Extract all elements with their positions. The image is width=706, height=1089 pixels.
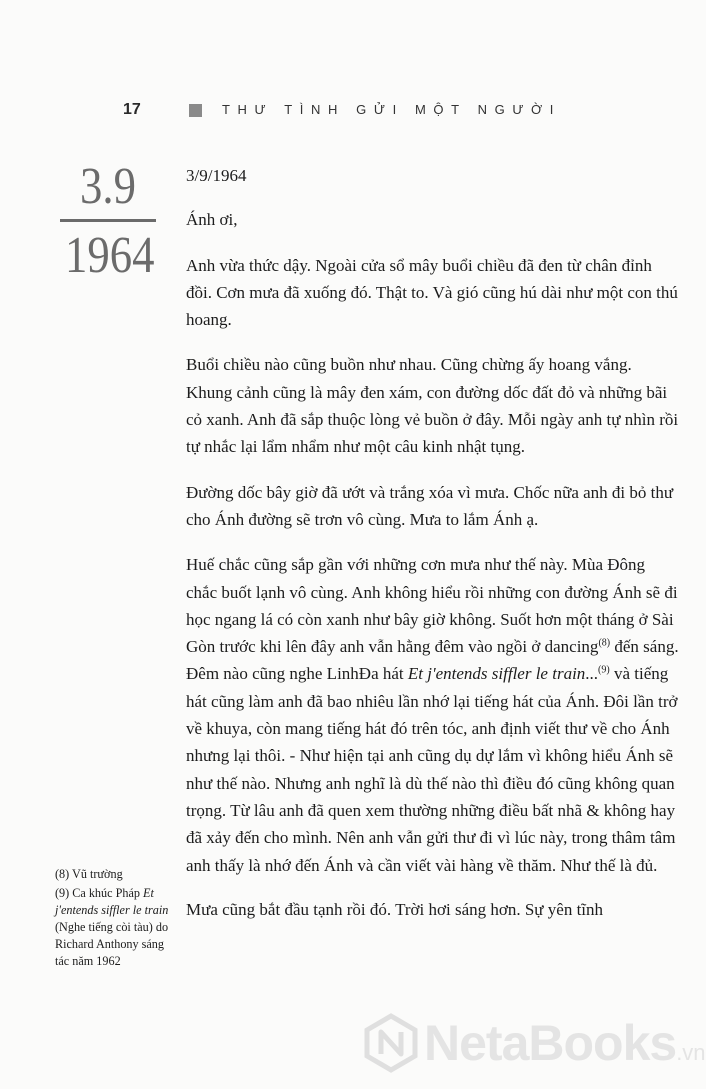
footnote-9 [55, 885, 175, 970]
paragraph-1: Anh vừa thức dậy. Ngoài cửa sổ mây buổi chiều đã đen từ chân đỉnh đồi. Cơn mưa đã xuống đó. Thật to. Và gió cũng hú dài như một con thú hoang. [186, 255, 678, 330]
header-square-ornament [189, 104, 202, 117]
watermark-brand: NetaBooks [424, 1015, 677, 1071]
paragraph-4-part-b: đến sáng. Đêm nào cũng nghe LinhĐa hát [186, 637, 679, 684]
netabooks-logo-icon [362, 1014, 420, 1072]
netabooks-watermark [362, 1008, 706, 1078]
paragraph-5: Mưa cũng bắt đầu tạnh rồi đó. Trời hơi sáng hơn. Sự yên tĩnh [186, 899, 604, 919]
footnote-ref-8: (8) [598, 637, 611, 649]
footnote-8: (8) Vũ trường [55, 867, 123, 881]
watermark-text [424, 1014, 706, 1082]
letter-body [186, 162, 680, 923]
date-year: 1964 [65, 227, 155, 284]
letter-date: 3/9/1964 [186, 166, 247, 185]
footnote-9-part-a: (9) Ca khúc Pháp [55, 886, 144, 900]
date-divider [60, 219, 156, 222]
page-number: 17 [123, 101, 141, 118]
watermark-suffix: .vn [676, 1040, 706, 1065]
footnote-9-song-title: Et j'entends siffler le train [55, 886, 169, 917]
running-header [0, 101, 700, 125]
book-title: THƯ TÌNH GỬI MỘT NGƯỜI [222, 102, 562, 117]
footnote-ref-9: (9) [598, 664, 610, 676]
paragraph-4 [186, 551, 680, 879]
paragraph-3: Đường dốc bây giờ đã ướt và trắng xóa vì mưa. Chốc nữa anh đi bỏ thư cho Ánh đường sẽ trơn vô cùng. Mưa to lắm Ánh ạ. [186, 482, 674, 529]
footnote-9-part-b: (Nghe tiếng còi tàu) do Richard Anthony sáng tác năm 1962 [55, 920, 169, 968]
date-day-month: 3.9 [80, 158, 136, 215]
paragraph-2: Buổi chiều nào cũng buồn như nhau. Cũng chừng ấy hoang vắng. Khung cảnh cũng là mây đen xám, con đường dốc đất đỏ và những bãi cỏ xanh. Anh đã sắp thuộc lòng vẻ buồn ở đây. Mỗi ngày anh tự nhìn rồi tự nhắc lại lẩm nhẩm như một câu kinh nhật tụng. [186, 355, 679, 457]
paragraph-4-part-c: ... [585, 664, 599, 684]
date-block [58, 157, 158, 286]
footnotes [55, 866, 175, 972]
song-title: Et j'entends siffler le train [407, 664, 586, 684]
paragraph-4-part-a: Huế chắc cũng sắp gần với những cơn mưa như thế này. Mùa Đông chắc buốt lạnh vô cùng. Anh không hiểu rồi những con đường Ánh sẽ đi học ngang lá có còn xanh như bây giờ không. Suốt hơn một tháng ở Sài Gòn trước khi lên đây anh vẫn hằng đêm vào ngồi ở dancing [186, 555, 678, 657]
letter-salutation: Ánh ơi, [186, 210, 238, 230]
paragraph-4-part-d: và tiếng hát cũng làm anh đã bao nhiêu lần nhớ lại tiếng hát của Ánh. Đôi lần trở về khuya, còn mang tiếng hát đó trên tóc, anh định viết thư về cho Ánh nhưng lại thôi. - Như hiện tại anh cũng dụ dự lắm vì không hiểu Ánh sẽ như thế nào. Nhưng anh nghĩ là dù thế nào thì điều đó cũng không quan trọng. Từ lâu anh đã quen xem thường những điều bất nhã & không hay đã xảy đến cho mình. Nên anh vẫn gửi thư đi vì lúc này, trong thâm tâm anh thấy là nhớ đến Ánh và cần viết vài hàng về thăm. Như thế là đủ. [186, 664, 678, 875]
